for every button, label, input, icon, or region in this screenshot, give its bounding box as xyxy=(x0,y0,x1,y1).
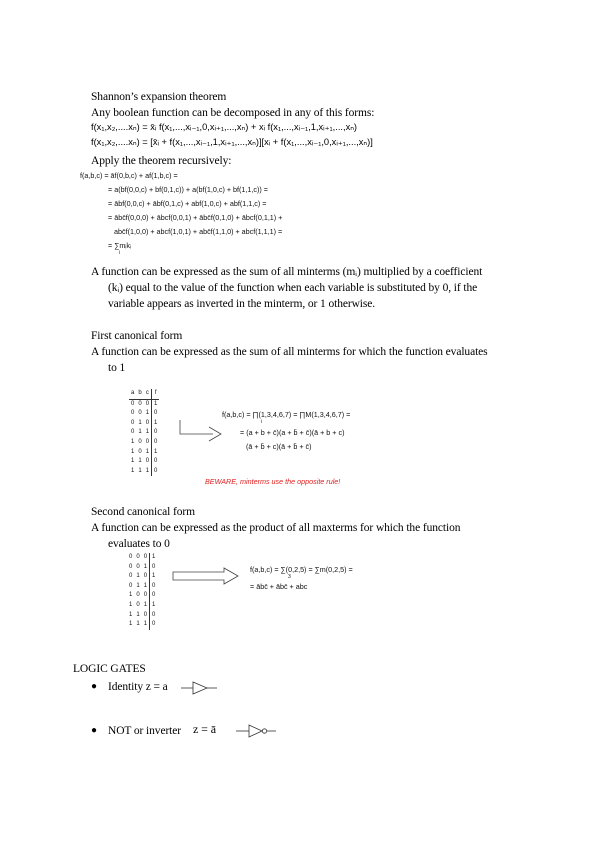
cell: 0 xyxy=(152,467,160,477)
cell: 0 xyxy=(150,620,158,630)
cell: 1 xyxy=(131,458,135,465)
table-row xyxy=(129,438,159,448)
cell: 1 xyxy=(145,429,150,436)
table-header: f xyxy=(152,389,160,399)
table-row xyxy=(127,563,157,573)
cell: 1 xyxy=(138,458,142,465)
shannon-intro: Any boolean function can be decomposed in any of this forms: xyxy=(91,107,375,119)
cell: 1 xyxy=(136,621,140,628)
cell: 1 xyxy=(145,467,150,474)
cell: 0 xyxy=(129,573,133,580)
table-row xyxy=(127,611,157,621)
table-row xyxy=(129,448,159,458)
table-row xyxy=(129,457,159,467)
recursion-line-4: = ābc̄f(0,0,0) + ābcf(0,0,1) + ābc̄f(0,1,0) + ābcf(0,1,1) + xyxy=(108,213,283,222)
cell: 0 xyxy=(136,592,140,599)
cell: 1 xyxy=(143,563,148,570)
cell: 0 xyxy=(145,400,150,407)
logic-gates-heading: LOGIC GATES xyxy=(73,663,146,675)
cell: 0 xyxy=(138,410,142,417)
bullet-icon: ● xyxy=(91,725,98,736)
cell: 0 xyxy=(136,563,140,570)
cell: 1 xyxy=(136,582,140,589)
minterm-paragraph-2: (kᵢ) equal to the value of the function when each variable is substituted by 0, if the xyxy=(108,282,478,294)
cell: 1 xyxy=(145,448,150,455)
table-row xyxy=(127,591,157,601)
cell: 0 xyxy=(138,400,142,407)
cell: 1 xyxy=(131,467,135,474)
not-label: NOT or inverter xyxy=(108,725,182,737)
cell: 1 xyxy=(150,601,158,611)
first-canonical-text-1: A function can be expressed as the sum of all minterms for which the function evaluates xyxy=(91,346,488,358)
second-sum-index: 3 xyxy=(288,574,291,580)
truth-table-2 xyxy=(127,553,157,630)
cell: 0 xyxy=(136,554,140,560)
cell: 0 xyxy=(152,409,160,419)
cell: 0 xyxy=(131,429,135,436)
apply-text: Apply the theorem recursively: xyxy=(91,155,232,167)
cell: 0 xyxy=(143,573,148,580)
cell: 0 xyxy=(138,438,142,445)
cell: 1 xyxy=(145,410,150,417)
table-row xyxy=(129,428,159,438)
table-header: c xyxy=(144,389,152,399)
bullet-icon: ● xyxy=(91,681,98,692)
first-canonical-text-2: to 1 xyxy=(108,362,126,374)
truth-table-1 xyxy=(129,389,159,476)
cell: 0 xyxy=(143,554,148,560)
cell: 1 xyxy=(129,601,133,608)
cell: 1 xyxy=(152,448,160,458)
cell: 1 xyxy=(150,572,158,582)
cell: 1 xyxy=(136,611,140,618)
cell: 1 xyxy=(138,467,142,474)
cell: 0 xyxy=(152,428,160,438)
table-row xyxy=(129,399,159,409)
cell: 1 xyxy=(150,553,158,563)
warning-text: BEWARE, minterms use the opposite rule! xyxy=(205,477,341,486)
buffer-gate-icon xyxy=(181,681,221,695)
recursion-line-6: = ∑mᵢkᵢ xyxy=(108,241,132,250)
cell: 0 xyxy=(129,554,133,560)
cell: 0 xyxy=(136,601,140,608)
cell: 0 xyxy=(150,563,158,573)
cell: 1 xyxy=(152,399,160,409)
cell: 1 xyxy=(143,601,148,608)
prod-index: i xyxy=(261,419,263,425)
cell: 0 xyxy=(138,448,142,455)
cell: 0 xyxy=(131,400,135,407)
cell: 0 xyxy=(152,457,160,467)
cell: 1 xyxy=(138,419,142,426)
table-row xyxy=(127,601,157,611)
not-expression: z = ā xyxy=(193,722,216,736)
cell: 0 xyxy=(131,410,135,417)
cell: 0 xyxy=(143,611,148,618)
cell: 0 xyxy=(150,582,158,592)
second-canonical-formula-2: = ābc̄ + ābc̄ + abc xyxy=(250,582,308,591)
table-row xyxy=(129,467,159,477)
first-canonical-formula-2: = (a + b + c̄)(a + b̄ + c̄)(ā + b + c) xyxy=(240,428,345,437)
shannon-form-1: f(x₁,x₂,....xₙ) = x̄ᵢ f(x₁,...,xᵢ₋₁,0,xᵢ₊₁,...,xₙ) + xᵢ f(x₁,...,xᵢ₋₁,1,xᵢ₊₁,...,xₙ) xyxy=(91,122,358,132)
cell: 1 xyxy=(131,438,135,445)
cell: 0 xyxy=(131,419,135,426)
second-canonical-heading: Second canonical form xyxy=(91,506,195,518)
cell: 1 xyxy=(152,419,160,429)
cell: 0 xyxy=(143,592,148,599)
table-row xyxy=(127,553,157,563)
cell: 0 xyxy=(150,611,158,621)
shannon-form-2: f(x₁,x₂,....xₙ) = [x̄ᵢ + f(x₁,...,xᵢ₋₁,1,xᵢ₊₁,...,xₙ)][xᵢ + f(x₁,...,xᵢ₋₁,0,xᵢ₊₁,...,xₙ)] xyxy=(91,137,373,147)
table-row xyxy=(129,409,159,419)
table-row xyxy=(129,419,159,429)
cell: 1 xyxy=(143,582,148,589)
table-row xyxy=(127,582,157,592)
recursion-line-5: abc̄f(1,0,0) + abcf(1,0,1) + abc̄f(1,1,0) + abcf(1,1,1) = xyxy=(114,227,283,236)
table-header: b xyxy=(136,389,143,399)
cell: 0 xyxy=(152,438,160,448)
cell: 1 xyxy=(136,573,140,580)
cell: 0 xyxy=(129,563,133,570)
cell: 0 xyxy=(145,419,150,426)
cell: 1 xyxy=(129,621,133,628)
first-canonical-heading: First canonical form xyxy=(91,330,183,342)
cell: 0 xyxy=(145,438,150,445)
cell: 0 xyxy=(145,458,150,465)
arrow-right-icon xyxy=(177,418,227,442)
block-arrow-icon xyxy=(172,567,242,585)
minterm-paragraph-1: A function can be expressed as the sum of all minterms (mᵢ) multiplied by a coefficient xyxy=(91,266,483,278)
cell: 0 xyxy=(150,591,158,601)
recursion-line-3: = ābf(0,0,c) + ābf(0,1,c) + abf(1,0,c) + abf(1,1,c) = xyxy=(108,199,267,208)
table-header: a xyxy=(129,389,136,399)
not-gate-icon xyxy=(236,724,280,738)
table-row xyxy=(127,572,157,582)
cell: 0 xyxy=(129,582,133,589)
identity-label: Identity z = a xyxy=(108,681,168,693)
second-canonical-text-2: evaluates to 0 xyxy=(108,538,170,550)
cell: 1 xyxy=(138,429,142,436)
recursion-line-2: = a(bf(0,0,c) + bf(0,1,c)) + a(bf(1,0,c) + bf(1,1,c)) = xyxy=(108,185,268,194)
first-canonical-formula-1: f(a,b,c) = ∏(1,3,4,6,7) = ∏M(1,3,4,6,7) = xyxy=(222,410,351,419)
recursion-line-1: f(a,b,c) = āf(0,b,c) + af(1,b,c) = xyxy=(80,171,178,180)
recursion-sum-index: i xyxy=(119,250,121,256)
cell: 1 xyxy=(131,448,135,455)
second-canonical-text-1: A function can be expressed as the product of all maxterms for which the function xyxy=(91,522,461,534)
minterm-paragraph-3: variable appears as inverted in the minterm, or 1 otherwise. xyxy=(108,298,376,310)
second-canonical-formula-1: f(a,b,c) = ∑(0,2,5) = ∑m(0,2,5) = xyxy=(250,565,353,574)
first-canonical-formula-3: (ā + b̄ + c)(ā + b̄ + c̄) xyxy=(246,442,312,451)
table-row xyxy=(127,620,157,630)
cell: 1 xyxy=(129,611,133,618)
shannon-heading: Shannon’s expansion theorem xyxy=(91,91,227,103)
cell: 1 xyxy=(143,621,148,628)
cell: 1 xyxy=(129,592,133,599)
